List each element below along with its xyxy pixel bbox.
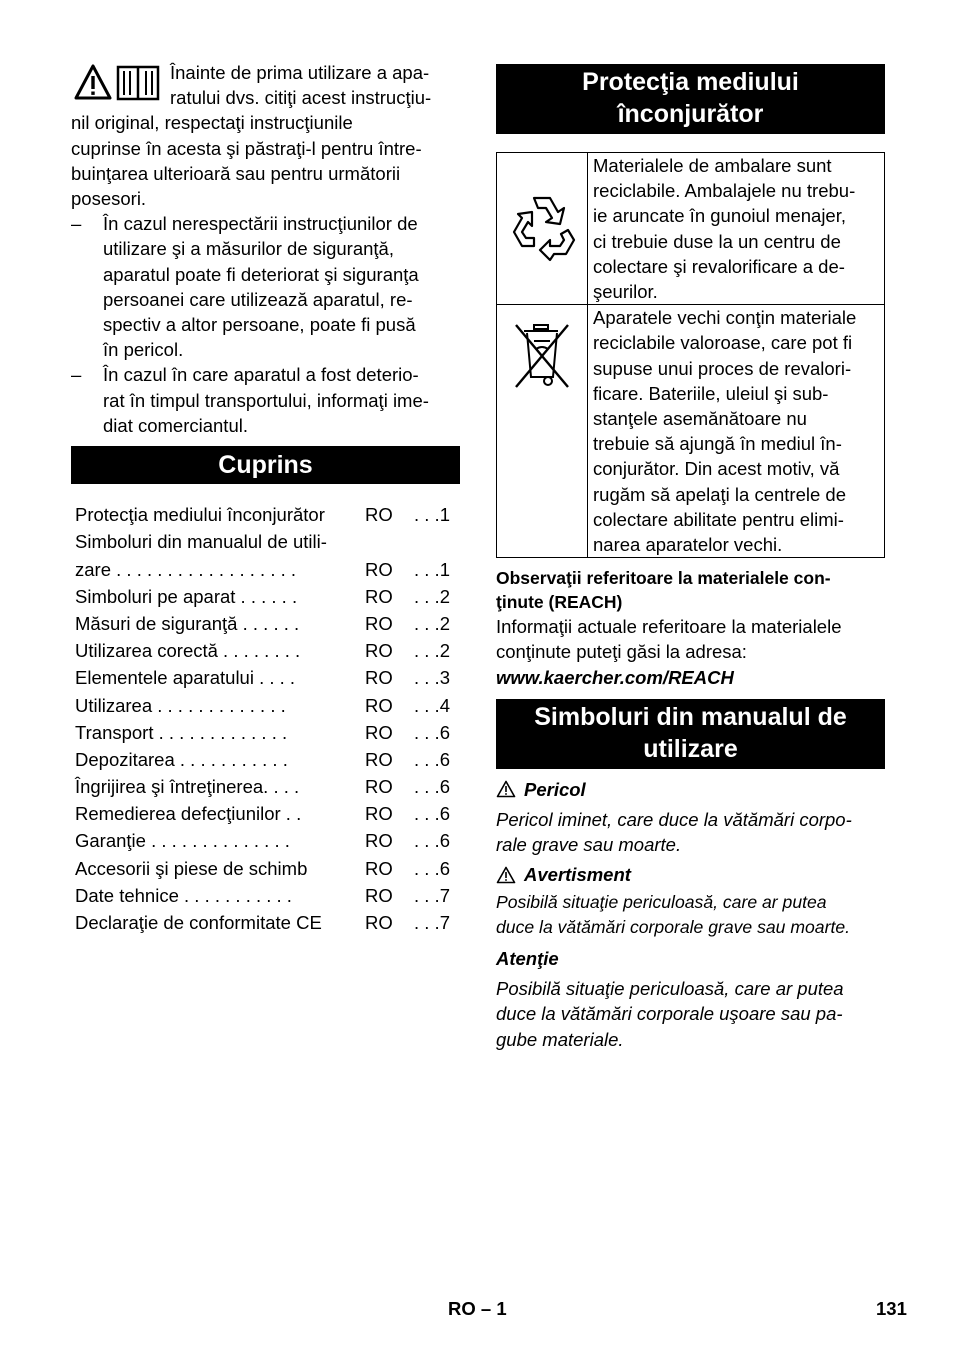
toc-entry-title: Declaraţie de conformitate CE [75,912,322,934]
toc-row [71,525,460,552]
intro-bullet-1: – În cazul nerespectării instrucţiunilor de utilizare şi a măsurilor de siguranţă, aparatul poate fi deteriorat şi siguranţa persoanei care utilizează aparatul, re- spectiv a altor persoane, poate fi pusă în pericol. [71,213,419,361]
toc-entry-code: RO [365,776,393,798]
toc-entry-page: . . .6 [414,830,450,852]
toc-entry-title: Îngrijirea şi întreţinerea. . . . [75,776,300,798]
toc-entry-page: . . .2 [414,640,450,662]
environment-row-bin [497,305,885,558]
toc-row [71,797,460,824]
toc-entry-page [409,525,460,552]
toc-entry-code: RO [365,803,393,825]
toc-entry-title: Accesorii şi piese de schimb [75,857,308,879]
footer-page-number: 131 [876,1298,907,1319]
toc-row [71,552,460,579]
toc-heading: Cuprins [71,446,460,484]
toc-entry-page: . . .6 [414,857,450,879]
right-column [496,64,885,1052]
crossed-bin-icon [512,319,572,391]
toc-entry-title: Date tehnice . . . . . . . . . . . [75,884,292,906]
toc-entry-title: Depozitarea . . . . . . . . . . . [75,748,288,770]
reach-link[interactable]: www.kaercher.com/REACH [496,666,734,688]
reach-title: Observaţii referitoare la materialele con- ţinute (REACH) [496,568,831,613]
warning-triangle-icon [74,63,112,101]
symbol-title: Pericol [524,778,586,800]
intro-text: Înainte de prima utilizare a apa- ratului dvs. citiţi acest instrucţiu- nil original, respectaţi instrucţiunile cuprinse în acesta şi păstraţi-l pentru între- buinţarea ulterioară sau pentru următorii posesori. [71,62,432,210]
recycle-icon [504,188,580,264]
environment-text-bin: Aparatele vechi conţin materiale reciclabile valoroase, care pot fi supuse unui proces de revalori- ficare. Bateriile, uleiul şi sub- stanţele asemănătoare nu trebuie să ajungă în mediul în- conjurător. Din acest motiv, vă rugăm să apelaţi la centrele de colectare abilitate pentru elimi- narea aparatelor vechi. [588,305,885,558]
warning-triangle-icon [496,866,516,884]
reach-body: Informaţii actuale referitoare la materialele conţinute puteţi găsi la adresa: www.kaercher.com/REACH [496,616,842,688]
toc-entry-code: RO [365,912,393,934]
toc-entry-code: RO [365,504,393,526]
toc-entry-title: zare . . . . . . . . . . . . . . . . . . [75,558,297,580]
symbol-title: Atenţie [496,948,559,970]
toc-entry-page: . . .7 [414,912,450,934]
toc-row [71,851,460,878]
toc-entry-code: RO [365,748,393,770]
toc-table [71,498,460,933]
manual-book-icon [116,63,160,101]
symbol-desc: Posibilă situaţie periculoasă, care ar putea duce la vătămări corporale uşoare sau pa- gube materiale. [496,978,844,1050]
symbol-title: Avertisment [524,864,631,886]
toc-row [71,743,460,770]
toc-entry-code: RO [365,585,393,607]
recycle-icon-cell [497,153,588,305]
environment-table [496,152,885,558]
toc-entry-code: RO [365,640,393,662]
toc-row [71,824,460,851]
toc-entry-title: Elementele aparatului . . . . [75,667,296,689]
toc-entry-page: . . .6 [414,776,450,798]
symbol-desc: Pericol iminet, care duce la vătămări corpo- rale grave sau moarte. [496,808,852,856]
intro-section [71,60,460,438]
toc-entry-title: Utilizarea corectă . . . . . . . . [75,640,301,662]
toc-entry-code: RO [365,884,393,906]
toc-entry-code: RO [365,694,393,716]
crossed-bin-icon-cell [497,305,588,558]
reach-section [496,566,885,690]
footer-section-label: RO – 1 [448,1298,507,1319]
environment-text-recycle: Materialele de ambalare sunt reciclabile. Ambalajele nu trebu- ie aruncate în gunoiul menajer, ci trebuie duse la un centru de colectare şi revalorificare a de- şeurilor. [588,153,885,305]
toc-entry-title: Garanţie . . . . . . . . . . . . . . [75,830,290,852]
symbol-desc: Posibilă situaţie periculoasă, care ar putea duce la vătămări corporale grave sau moarte. [496,892,851,938]
toc-entry-page: . . .2 [414,585,450,607]
toc-entry-page: . . .7 [414,884,450,906]
toc-entry-title: Simboluri din manualul de utili- [75,531,327,553]
symbols-list [496,777,885,1052]
symbol-item-avertisment [496,862,885,940]
left-column [71,60,460,933]
warning-icons [74,63,162,107]
toc-entry-code: RO [365,830,393,852]
toc-entry-title: Simboluri pe aparat . . . . . . [75,585,298,607]
toc-entry-title: Transport . . . . . . . . . . . . . [75,721,288,743]
toc-entry-page: . . .3 [414,667,450,689]
toc-row [71,906,460,933]
toc-entry-page: . . .6 [414,748,450,770]
toc-entry-page: . . .2 [414,612,450,634]
toc-row [71,661,460,688]
environment-row-recycle [497,153,885,305]
toc-entry-page: . . .1 [414,504,450,526]
toc-row [71,634,460,661]
toc-entry-code [365,525,409,552]
toc-entry-page: . . .4 [414,694,450,716]
toc-entry-page: . . .6 [414,721,450,743]
toc-entry-page: . . .1 [414,558,450,580]
toc-entry-title: Utilizarea . . . . . . . . . . . . . [75,694,286,716]
toc-entry-code: RO [365,558,393,580]
toc-entry-code: RO [365,612,393,634]
symbol-item-pericol [496,777,885,857]
toc-row [71,498,460,525]
environment-heading: Protecţia mediului înconjurător [496,64,885,134]
intro-bullet-2: – În cazul în care aparatul a fost deterio- rat în timpul transportului, informaţi ime- diat comerciantul. [71,364,429,436]
toc-entry-code: RO [365,857,393,879]
toc-entry-title: Protecţia mediului înconjurător [75,504,325,526]
toc-entry-code: RO [365,667,393,689]
warning-triangle-icon [496,780,516,798]
toc-entry-code: RO [365,721,393,743]
symbol-item-atentie [496,946,885,1052]
toc-row [71,607,460,634]
toc-entry-title: Remedierea defecţiunilor . . [75,803,302,825]
toc-row [71,770,460,797]
toc-entry-title: Măsuri de siguranţă . . . . . . [75,612,300,634]
toc-row [71,716,460,743]
toc-entry-page: . . .6 [414,803,450,825]
toc-row [71,688,460,715]
toc-row [71,879,460,906]
symbols-heading: Simboluri din manualul de utilizare [496,699,885,769]
toc-row [71,580,460,607]
